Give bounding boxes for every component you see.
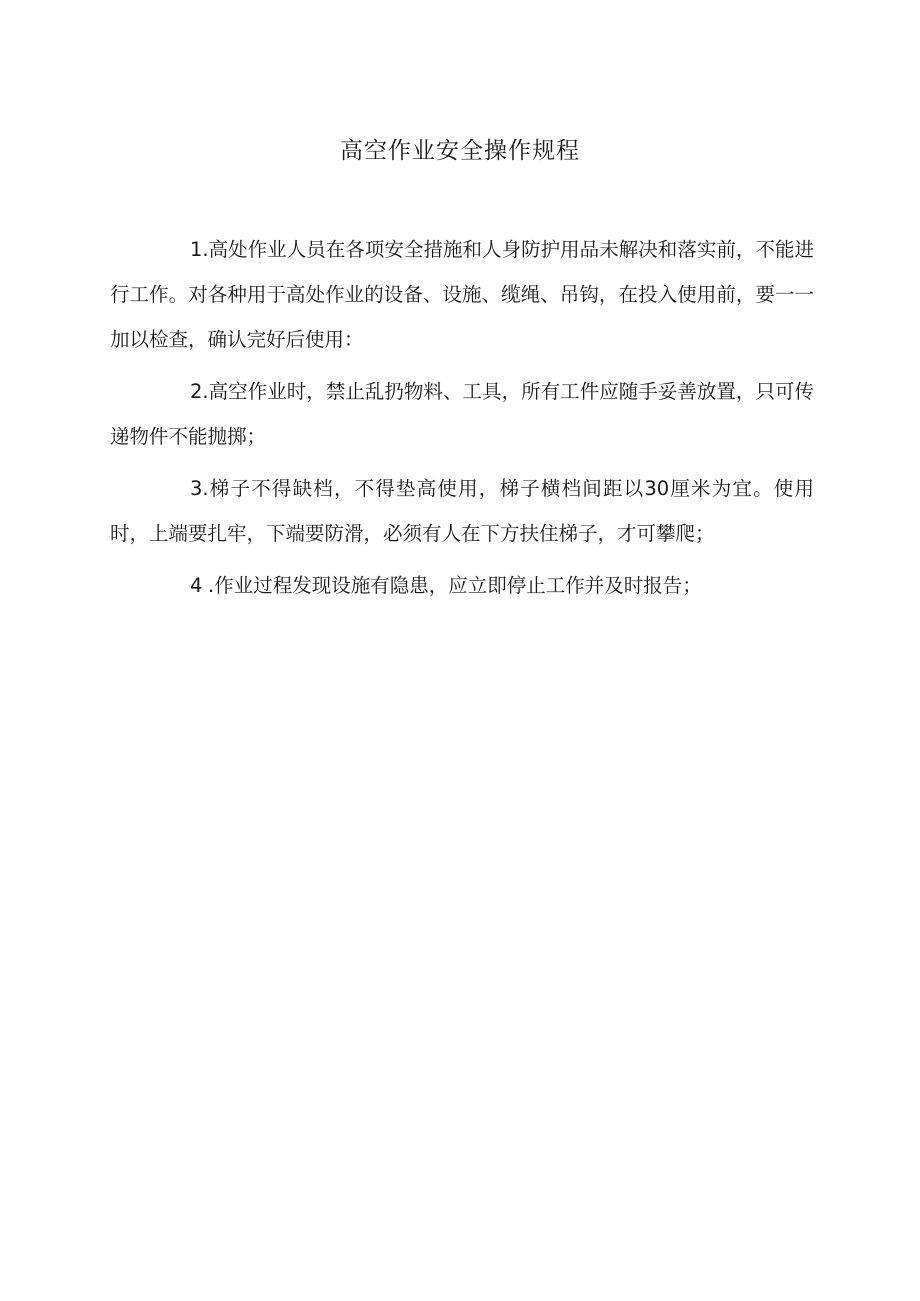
document-body xyxy=(110,227,814,615)
rule-text: .作业过程发现设施有隐患，应立即停止工作并及时报告； xyxy=(208,574,702,597)
rule-number: 1 xyxy=(190,238,203,261)
rule-text: .高空作业时，禁止乱扔物料、工具，所有工件应随手妥善放置，只可传递物件不能抛掷； xyxy=(110,380,814,448)
rule-number: 2 xyxy=(190,380,203,403)
rule-text: .梯子不得缺档，不得垫高使用，梯子横档间距以30厘米为宜。使用时，上端要扎牢，下端要防滑，必须有人在下方扶住梯子，才可攀爬； xyxy=(110,477,814,545)
rule-text: .高处作业人员在各项安全措施和人身防护用品未解决和落实前，不能进行工作。对各种用于高处作业的设备、设施、缆绳、吊钩，在投入使用前，要一一加以检查，确认完好后使用： xyxy=(110,238,814,351)
rule-number: 4 xyxy=(190,574,203,597)
document-title: 高空作业安全操作规程 xyxy=(340,138,580,164)
rule-item-4 xyxy=(110,563,814,608)
rule-item-3 xyxy=(110,466,814,556)
rule-item-1 xyxy=(110,227,814,362)
rule-item-2 xyxy=(110,369,814,459)
rule-number: 3 xyxy=(190,477,203,500)
